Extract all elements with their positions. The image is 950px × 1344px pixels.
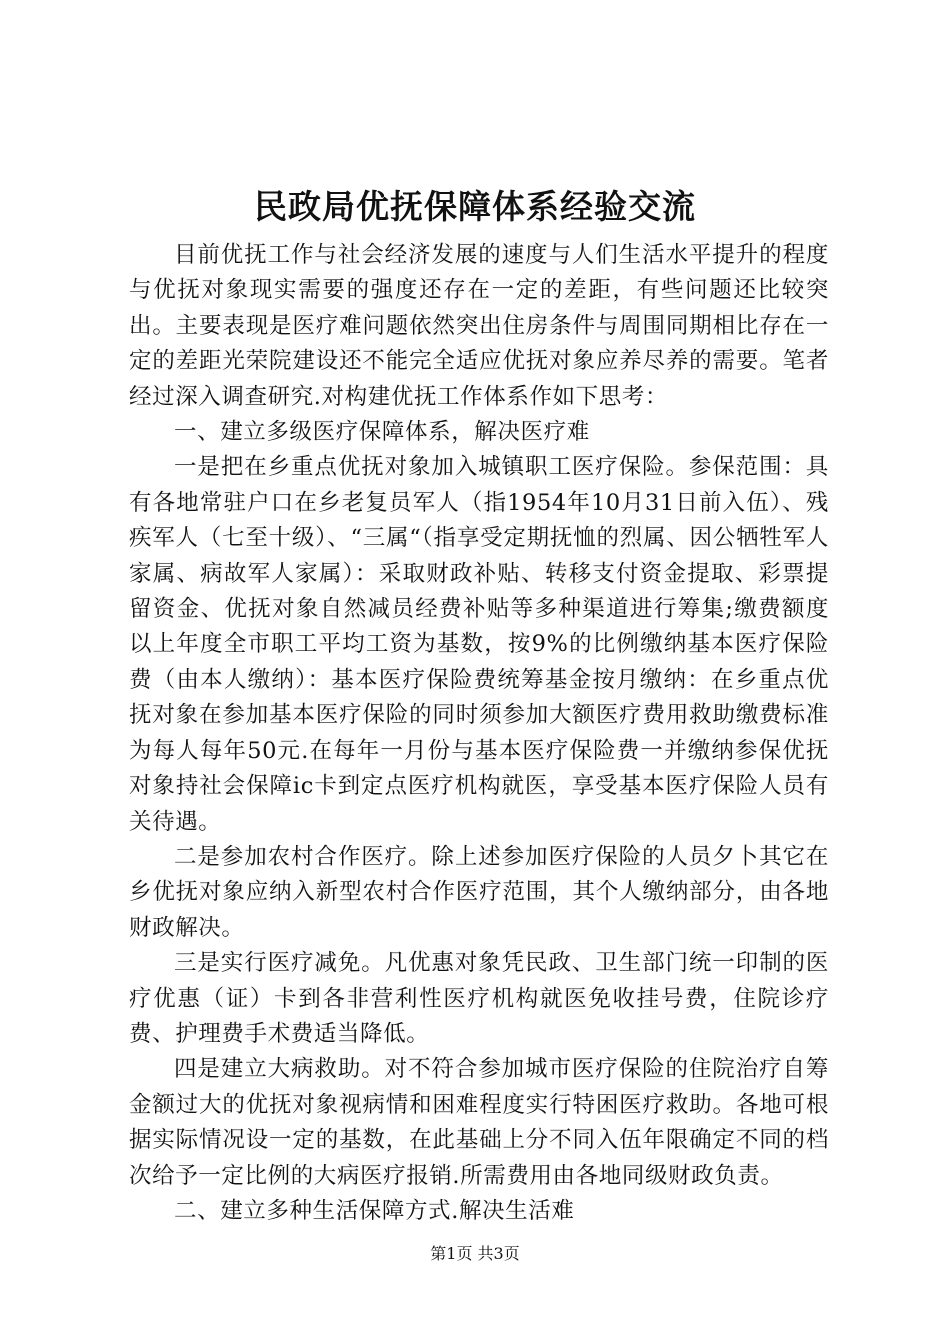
paragraph-item-3: 三是实行医疗减免。凡优惠对象凭民政、卫生部门统一印制的医疗优惠（证）卡到各非营利性医疗机构就医免收挂号费，住院诊疗费、护理费手术费适当降低。 bbox=[129, 950, 829, 1047]
paragraph-item-2: 二是参加农村合作医疗。除上述参加医疗保险的人员夕卜其它在乡优抚对象应纳入新型农村合作医疗范围，其个人缴纳部分，由各地财政解决。 bbox=[129, 843, 829, 941]
document-body bbox=[129, 238, 829, 1229]
page-number: 第1页 共3页 bbox=[430, 1244, 520, 1263]
section-heading-2: 二、建立多种生活保障方式.解决生活难 bbox=[174, 1197, 575, 1224]
intro-paragraph: 目前优抚工作与社会经济发展的速度与人们生活水平提升的程度与优抚对象现实需要的强度还存在一定的差距，有些问题还比较突出。主要表现是医疗难问题依然突出住房条件与周围同期相比存在一定的差距光荣院建设还不能完全适应优抚对象应养尽养的需要。笔者经过深入调查研究.对构建优抚工作体系作如下思考： bbox=[129, 242, 829, 410]
paragraph-item-4: 四是建立大病救助。对不符合参加城市医疗保险的住院治疗自筹金额过大的优抚对象视病情和困难程度实行特困医疗救助。各地可根据实际情况设一定的基数，在此基础上分不同入伍年限确定不同的档次给予一定比例的大病医疗报销.所需费用由各地同级财政负责。 bbox=[129, 1056, 829, 1189]
document-title: 民政局优抚保障体系经验交流 bbox=[254, 187, 696, 226]
paragraph-item-1: 一是把在乡重点优抚对象加入城镇职工医疗保险。参保范围：具有各地常驻户口在乡老复员军人（指1954年10月31日前入伍）、残疾军人（七至十级）、“三属“（指享受定期抚恤的烈属、因公牺牲军人家属、病故军人家属）：采取财政补贴、转移支付资金提取、彩票提留资金、优抚对象自然减员经费补贴等多种渠道进行筹集;缴费额度以上年度全市职工平均工资为基数，按9%的比例缴纳基本医疗保险费（由本人缴纳）：基本医疗保险费统筹基金按月缴纳：在乡重点优抚对象在参加基本医疗保险的同时须参加大额医疗费用救助缴费标准为每人每年50元.在每年一月份与基本医疗保险费一并缴纳参保优抚对象持社会保障ic卡到定点医疗机构就医，享受基本医疗保险人员有关待遇。 bbox=[129, 454, 829, 835]
section-heading-1: 一、建立多级医疗保障体系，解决医疗难 bbox=[174, 419, 590, 446]
